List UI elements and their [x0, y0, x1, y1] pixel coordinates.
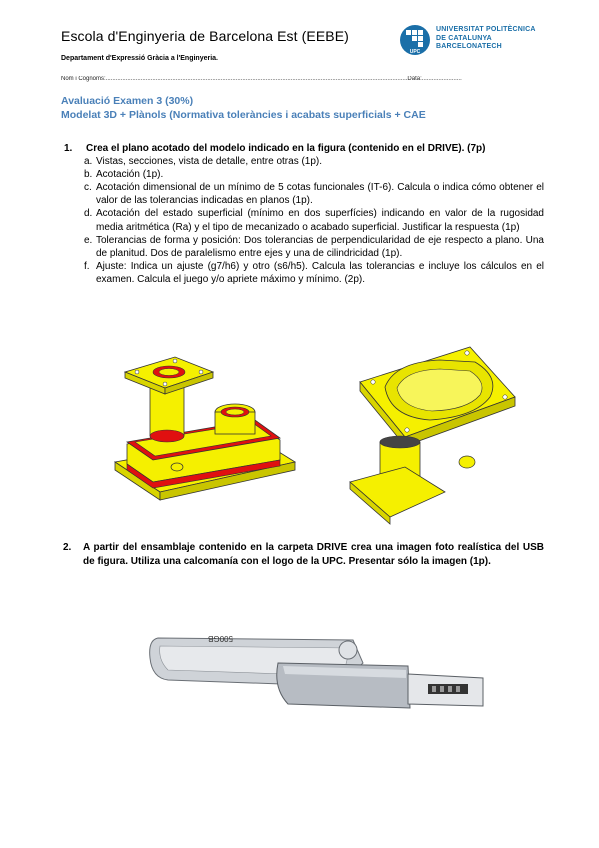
department-name: Departament d'Expressió Gràcia a l'Enginyeria.	[61, 55, 219, 62]
question-1-item-f	[84, 260, 544, 286]
question-1-heading	[60, 142, 544, 155]
question-1-item-c	[84, 181, 544, 207]
item-text: Acotación dimensional de un mínimo de 5 cotas funcionales (IT-6). Calcula o indica cómo obtener el valor de las tolerancias indicadas en planos (1p).	[96, 182, 544, 207]
item-text: Ajuste: Indica un ajuste (g7/h6) y otro (s6/h5). Calcula las tolerancias e incluye los cálculos en el examen. Calcula el juego y/o apriete máximo y mínimo. (2p).	[96, 260, 544, 285]
logo-line-3: BARCELONATECH	[436, 43, 502, 50]
usb-capacity-label: 500GB	[208, 634, 233, 643]
school-title: Escola d'Enginyeria de Barcelona Est (EEBE)	[61, 28, 349, 44]
item-text: Vistas, secciones, vista de detalle, entre otras (1p).	[96, 156, 323, 168]
item-letter: b.	[84, 169, 93, 181]
cad-part-front-view	[115, 357, 295, 500]
question-1	[60, 142, 544, 286]
item-text: Acotación (1p).	[96, 169, 164, 181]
item-text: Tolerancias de forma y posición: Dos tolerancias de perpendicularidad de eje respecto a plano. Una de planitud. Dos de paralelismo entre ejes y una de cilindricidad (1p).	[96, 234, 544, 259]
item-letter: e.	[84, 234, 93, 246]
item-letter: c.	[84, 182, 92, 194]
question-2-text: A partir del ensamblaje contenido en la carpeta DRIVE crea una imagen foto realística del USB de figura. Utiliza una calcomanía con el logo de la UPC. Presentar sólo la imagen (1p).	[83, 542, 544, 567]
question-2	[63, 541, 544, 568]
exam-title-line-1: Avaluació Examen 3 (30%)	[61, 95, 194, 107]
question-1-item-d	[84, 207, 544, 233]
question-1-item-b	[84, 168, 544, 181]
cad-part-figures	[105, 342, 525, 532]
question-2-number: 2.	[63, 542, 72, 553]
upc-abbrev: UPC	[409, 49, 421, 55]
item-letter: a.	[84, 156, 93, 168]
logo-line-1: UNIVERSITAT POLITÈCNICA	[436, 26, 536, 33]
logo-line-2: DE CATALUNYA	[436, 34, 492, 42]
cad-part-top-view	[350, 347, 515, 524]
question-1-number: 1.	[64, 143, 73, 154]
item-letter: f.	[84, 260, 90, 272]
usb-drive-figure	[138, 618, 490, 724]
question-1-item-e	[84, 234, 544, 260]
exam-title	[61, 94, 426, 122]
item-text: Acotación del estado superficial (mínimo en dos superfícies) indicando en valor de la rugosidad media aritmética (Ra) y el tipo de mecanizado o acabado superficial. Justificar la respuesta (1p)	[96, 208, 544, 233]
exam-title-line-2: Modelat 3D + Plànols (Normativa toleràncies i acabats superficials + CAE	[61, 109, 426, 121]
name-date-field: Nom i Cognoms:.....................................................................................................................................................................................Data:........................	[61, 76, 462, 82]
question-1-text: Crea el plano acotado del modelo indicado en la figura (contenido en el DRIVE). (7p)	[86, 143, 486, 154]
item-letter: d.	[84, 208, 93, 220]
question-1-item-a	[84, 155, 544, 168]
